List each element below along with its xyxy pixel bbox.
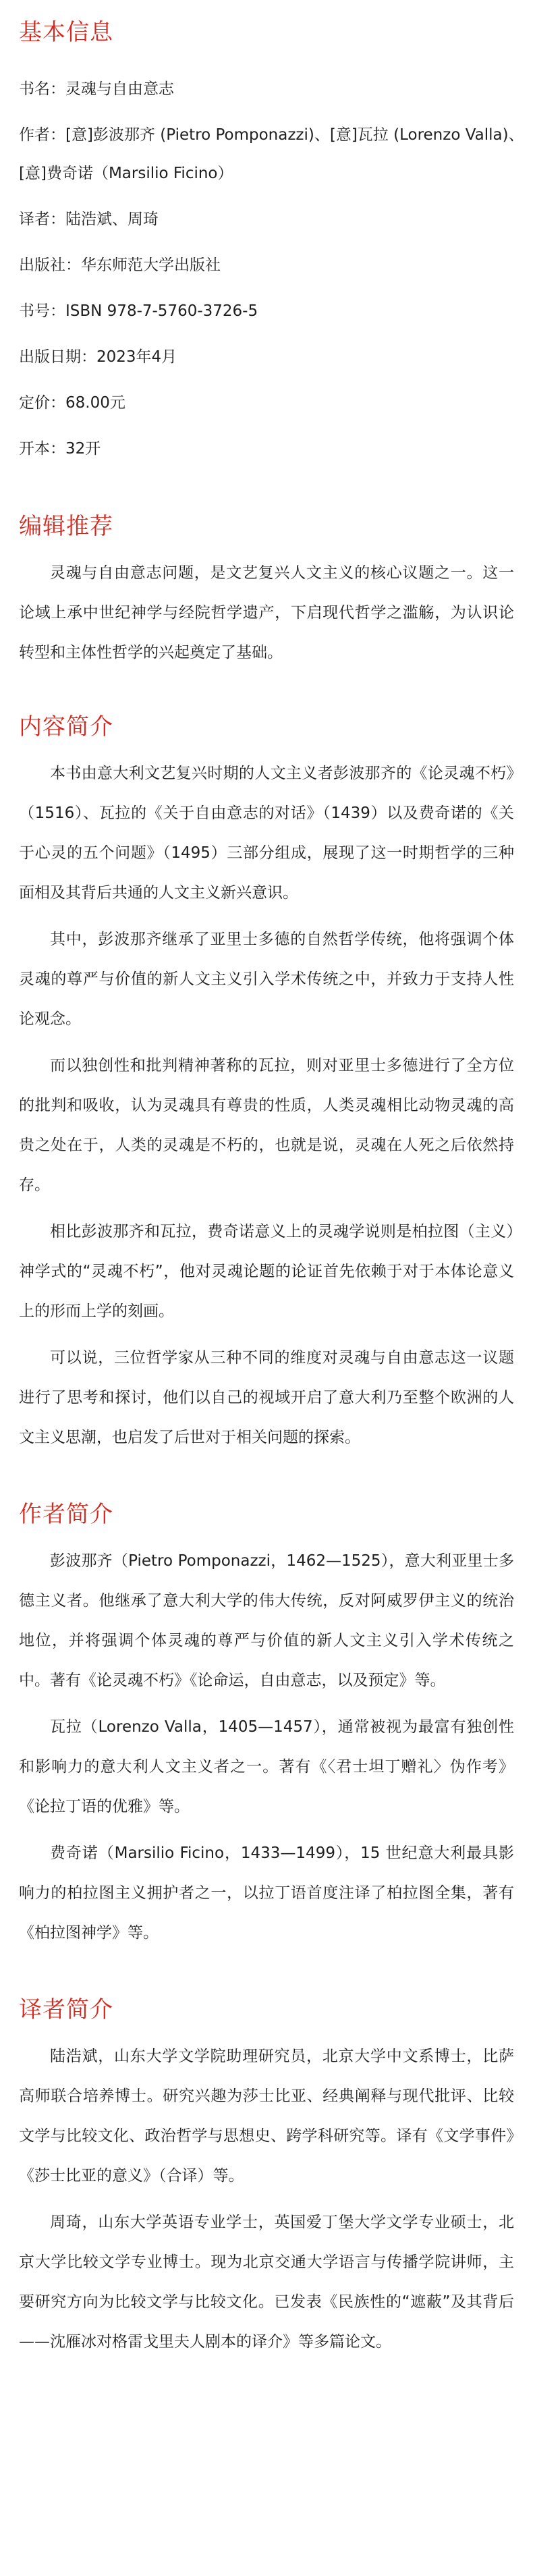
publisher: 出版社：华东师范大学出版社 xyxy=(19,256,221,274)
content-intro-heading: 内容简介 xyxy=(19,713,113,740)
content-intro-paragraph: 本书由意大利文艺复兴时期的人文主义者彭波那齐的《论灵魂不朽》（1516）、瓦拉的《关于自由意志的对话》（1439）以及费奇诺的《关于心灵的五个问题》（1495）三部分组成，展现了这一时期哲学的三种面相及其背后共通的人文主义新兴意识。 xyxy=(19,765,514,902)
editor-recommendation-body xyxy=(19,553,514,673)
authors-line-1: 作者：[意]彭波那齐 (Pietro Pomponazzi)、[意]瓦拉 (Lorenzo Valla)、 xyxy=(19,126,524,144)
author-intro-paragraph: 费奇诺（Marsilio Ficino，1433—1499），15 世纪意大利最具影响力的柏拉图主义拥护者之一，以拉丁语首度注译了柏拉图全集，著有《柏拉图神学》等。 xyxy=(19,1844,514,1942)
basic-info-list xyxy=(19,78,524,460)
translator-intro-heading: 译者简介 xyxy=(19,1996,113,2023)
content-intro-paragraph: 而以独创性和批判精神著称的瓦拉，则对亚里士多德进行了全方位的批判和吸收，认为灵魂具有尊贵的性质，人类灵魂相比动物灵魂的高贵之处在于，人类的灵魂是不朽的，也就是说，灵魂在人死之后依然持存。 xyxy=(19,1057,514,1194)
format: 开本：32开 xyxy=(19,440,101,458)
basic-info-heading: 基本信息 xyxy=(19,19,113,46)
author-intro-paragraph: 瓦拉（Lorenzo Valla，1405—1457），通常被视为最富有独创性和影响力的意大利人文主义者之一。著有《〈君士坦丁赠礼〉伪作考》《论拉丁语的优雅》等。 xyxy=(19,1718,514,1815)
authors-line-2: [意]费奇诺（Marsilio Ficino） xyxy=(19,165,233,182)
editor-recommendation-paragraph: 灵魂与自由意志问题，是文艺复兴人文主义的核心议题之一。这一论域上承中世纪神学与经院哲学遗产，下启现代哲学之滥觞，为认识论转型和主体性哲学的兴起奠定了基础。 xyxy=(19,564,514,661)
content-intro-paragraph: 其中，彭波那齐继承了亚里士多德的自然哲学传统，他将强调个体灵魂的尊严与价值的新人文主义引入学术传统之中，并致力于支持人性论观念。 xyxy=(19,931,514,1028)
content-intro-paragraph: 相比彭波那齐和瓦拉，费奇诺意义上的灵魂学说则是柏拉图（主义）神学式的“灵魂不朽”，他对灵魂论题的论证首先依赖于对于本体论意义上的形而上学的刻画。 xyxy=(19,1223,514,1320)
price: 定价：68.00元 xyxy=(19,394,125,412)
isbn: 书号：ISBN 978-7-5760-3726-5 xyxy=(19,302,258,320)
book-name: 书名：灵魂与自由意志 xyxy=(19,80,174,98)
author-intro-paragraph: 彭波那齐（Pietro Pomponazzi，1462—1525），意大利亚里士多德主义者。他继承了意大利大学的伟大传统，反对阿威罗伊主义的统治地位，并将强调个体灵魂的尊严与价值的新人文主义引入学术传统之中。著有《论灵魂不朽》《论命运，自由意志，以及预定》等。 xyxy=(19,1552,514,1689)
translator-intro-body xyxy=(19,2037,514,2362)
translators: 译者：陆浩斌、周琦 xyxy=(19,211,159,228)
publish-date: 出版日期：2023年4月 xyxy=(19,348,177,366)
content-intro-paragraph: 可以说，三位哲学家从三种不同的维度对灵魂与自由意志这一议题进行了思考和探讨，他们以自己的视域开启了意大利乃至整个欧洲的人文主义思潮，也启发了后世对于相关问题的探索。 xyxy=(19,1349,514,1446)
translator-intro-paragraph: 周琦，山东大学英语专业学士，英国爱丁堡大学文学专业硕士，北京大学比较文学专业博士。现为北京交通大学语言与传播学院讲师，主要研究方向为比较文学与比较文化。已发表《民族性的“遮蔽”及其背后——沈雁冰对格雷戈里夫人剧本的译介》等多篇论文。 xyxy=(19,2214,514,2351)
author-intro-heading: 作者简介 xyxy=(19,1501,113,1528)
content-intro-body xyxy=(19,754,514,1458)
author-intro-body xyxy=(19,1541,514,1953)
editor-recommendation-heading: 编辑推荐 xyxy=(19,513,113,540)
translator-intro-paragraph: 陆浩斌，山东大学文学院助理研究员，北京大学中文系博士，比萨高师联合培养博士。研究兴趣为莎士比亚、经典阐释与现代批评、比较文学与比较文化、政治哲学与思想史、跨学科研究等。译有《文学事件》《莎士比亚的意义》（合译）等。 xyxy=(19,2048,514,2185)
